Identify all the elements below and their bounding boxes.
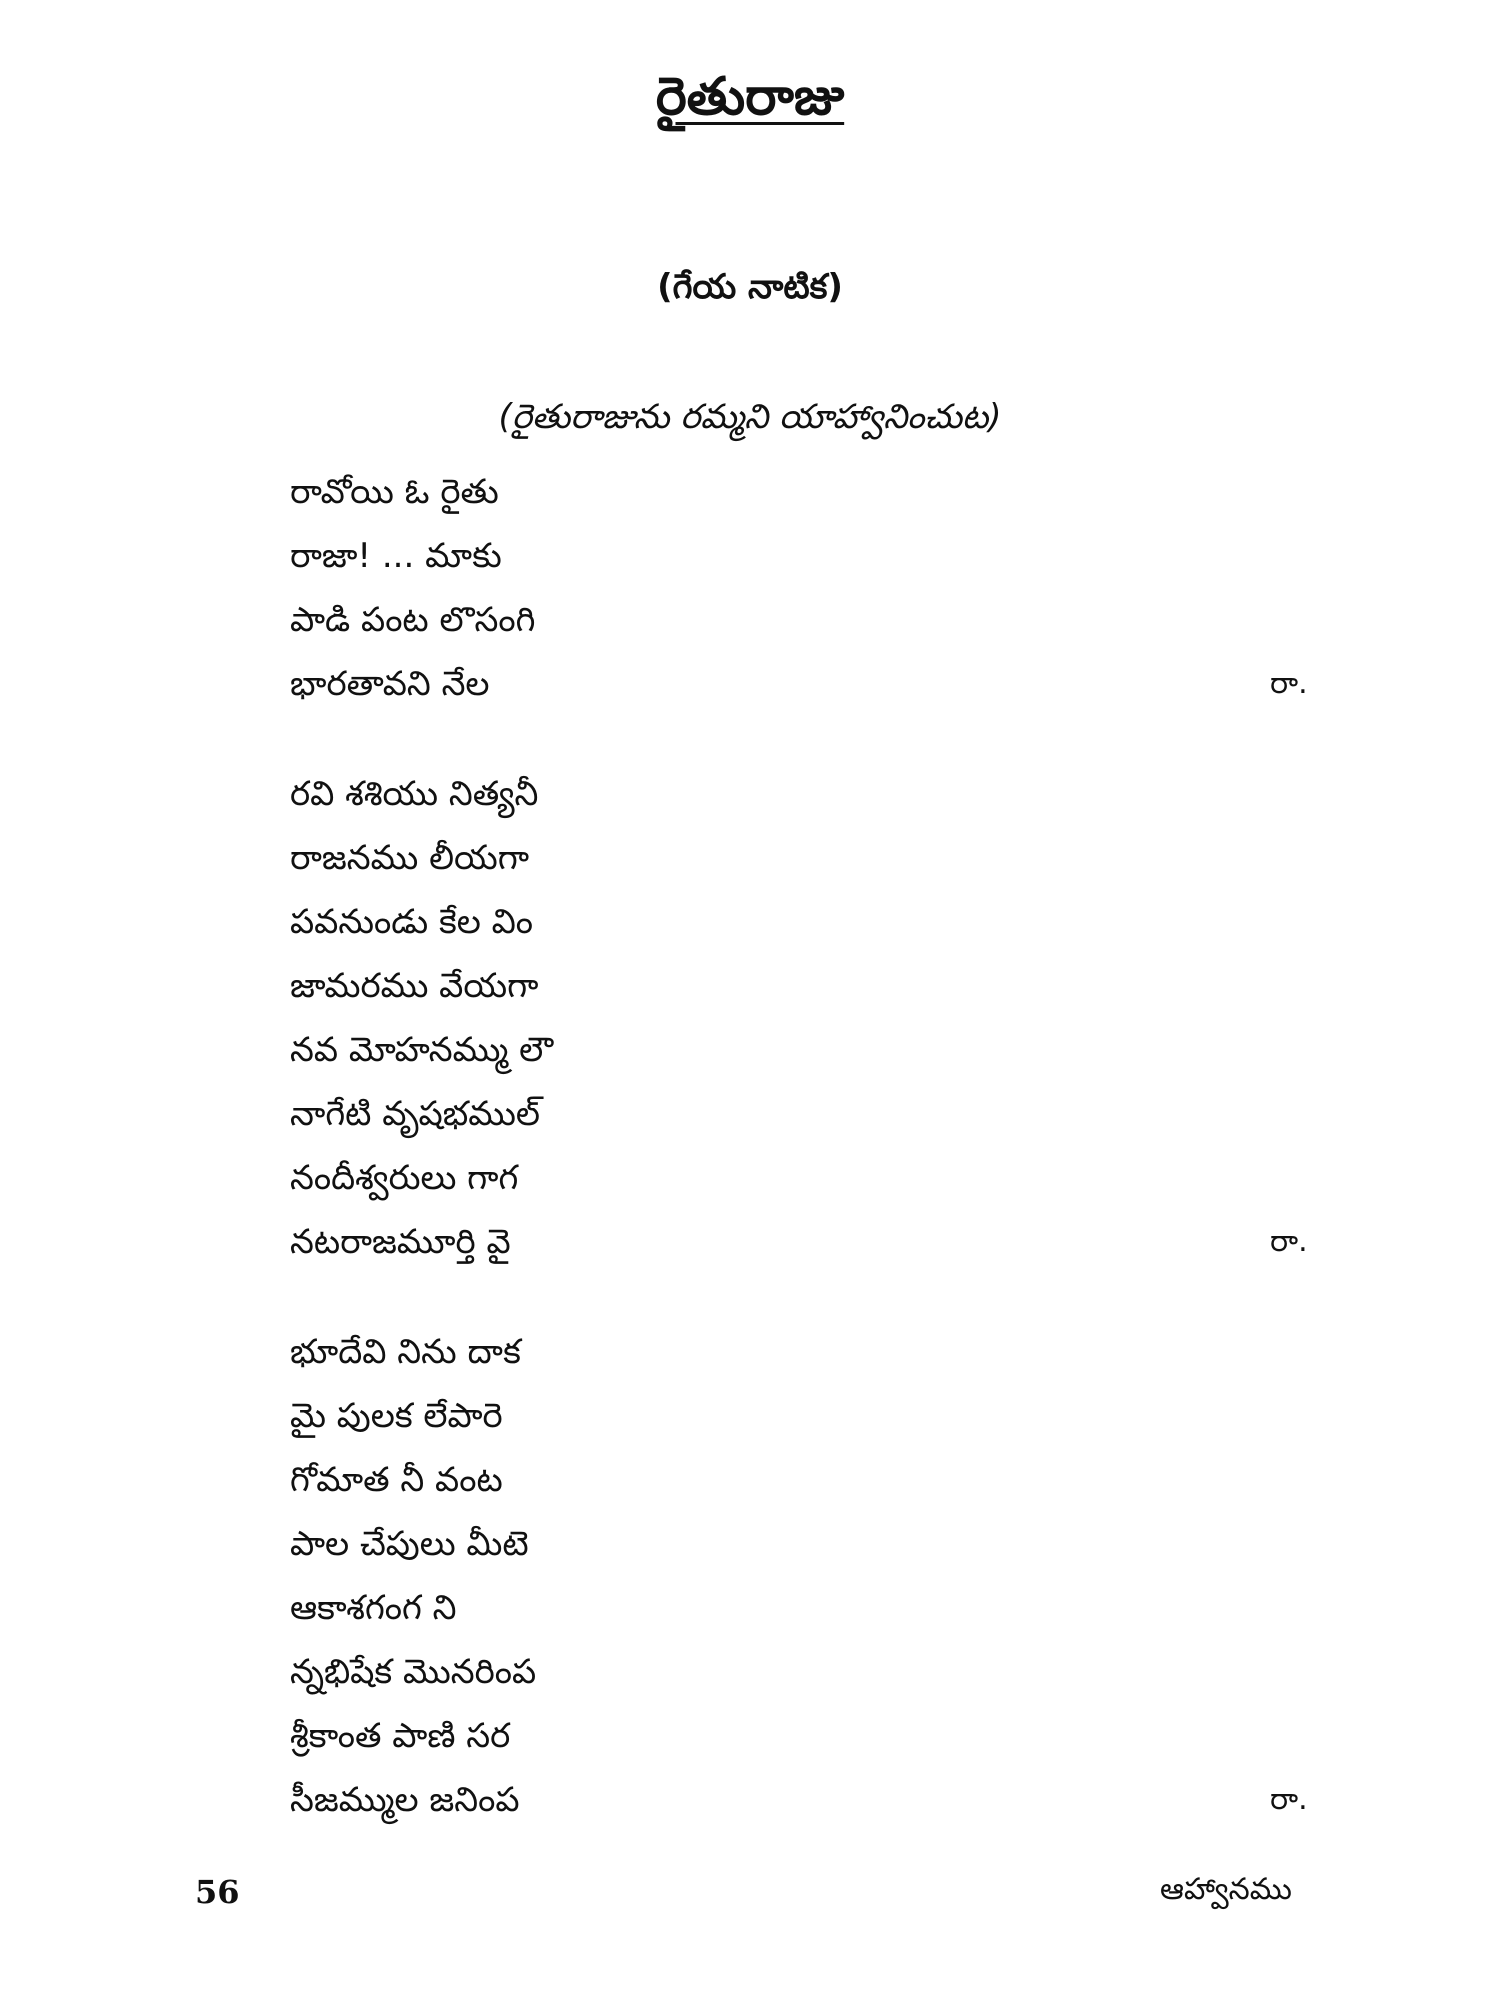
poem-line: భూదేవి నిను దాక [290, 1332, 521, 1372]
running-footer-title: ఆహ్వానము [1160, 1872, 1292, 1907]
poem-line: పాల చేపులు మీటె [290, 1524, 529, 1564]
poem-line: భారతావని నేల రా. [290, 652, 1350, 716]
poem-line: జామరము వేయగా [290, 966, 539, 1006]
poem-line: ఆకాశగంగ ని [290, 1588, 457, 1628]
poem-line: రాజనము లీయగా [290, 838, 530, 878]
refrain-marker: రా. [1270, 666, 1308, 701]
page-number: 56 [195, 1873, 240, 1911]
poem-line: నాగేటి వృషభముల్ [290, 1094, 541, 1134]
poem-line: మై పులక లేపారె [290, 1396, 503, 1436]
poem-line: నవ మోహనమ్ము లౌ [290, 1030, 554, 1070]
poem-line: పాడి పంట లొసంగి [290, 600, 536, 640]
poem-line: న్నభిషేక మొనరింప [290, 1652, 537, 1692]
poem-line: గోమాత నీ వంట [290, 1460, 503, 1500]
poem-line: నటరాజమూర్తి వై రా. [290, 1210, 1350, 1274]
poem [290, 460, 1350, 1878]
poem-line: రావోయి ఓ రైతు [290, 472, 499, 512]
poem-line: పవనుండు కేల విం [290, 902, 534, 942]
poem-line: నందీశ్వరులు గాగ [290, 1158, 519, 1198]
poem-line: రవి శశియు నిత్యనీ [290, 774, 539, 814]
refrain-marker: రా. [1270, 1224, 1308, 1259]
refrain-marker: రా. [1270, 1782, 1308, 1817]
stanza-2 [290, 762, 1350, 1274]
poem-line: శ్రీకాంత పాణి సర [290, 1716, 511, 1756]
stage-direction: (రైతురాజును రమ్మని యాహ్వానించుట) [498, 397, 1002, 437]
stanza-3 [290, 1320, 1350, 1832]
poem-line: రాజా! ... మాకు [290, 536, 502, 576]
subtitle: (గేయ నాటిక) [657, 267, 843, 307]
stanza-1 [290, 460, 1350, 716]
page-title: రైతురాజు [655, 67, 845, 127]
poem-line: సీజమ్ముల జనింప రా. [290, 1768, 1350, 1832]
